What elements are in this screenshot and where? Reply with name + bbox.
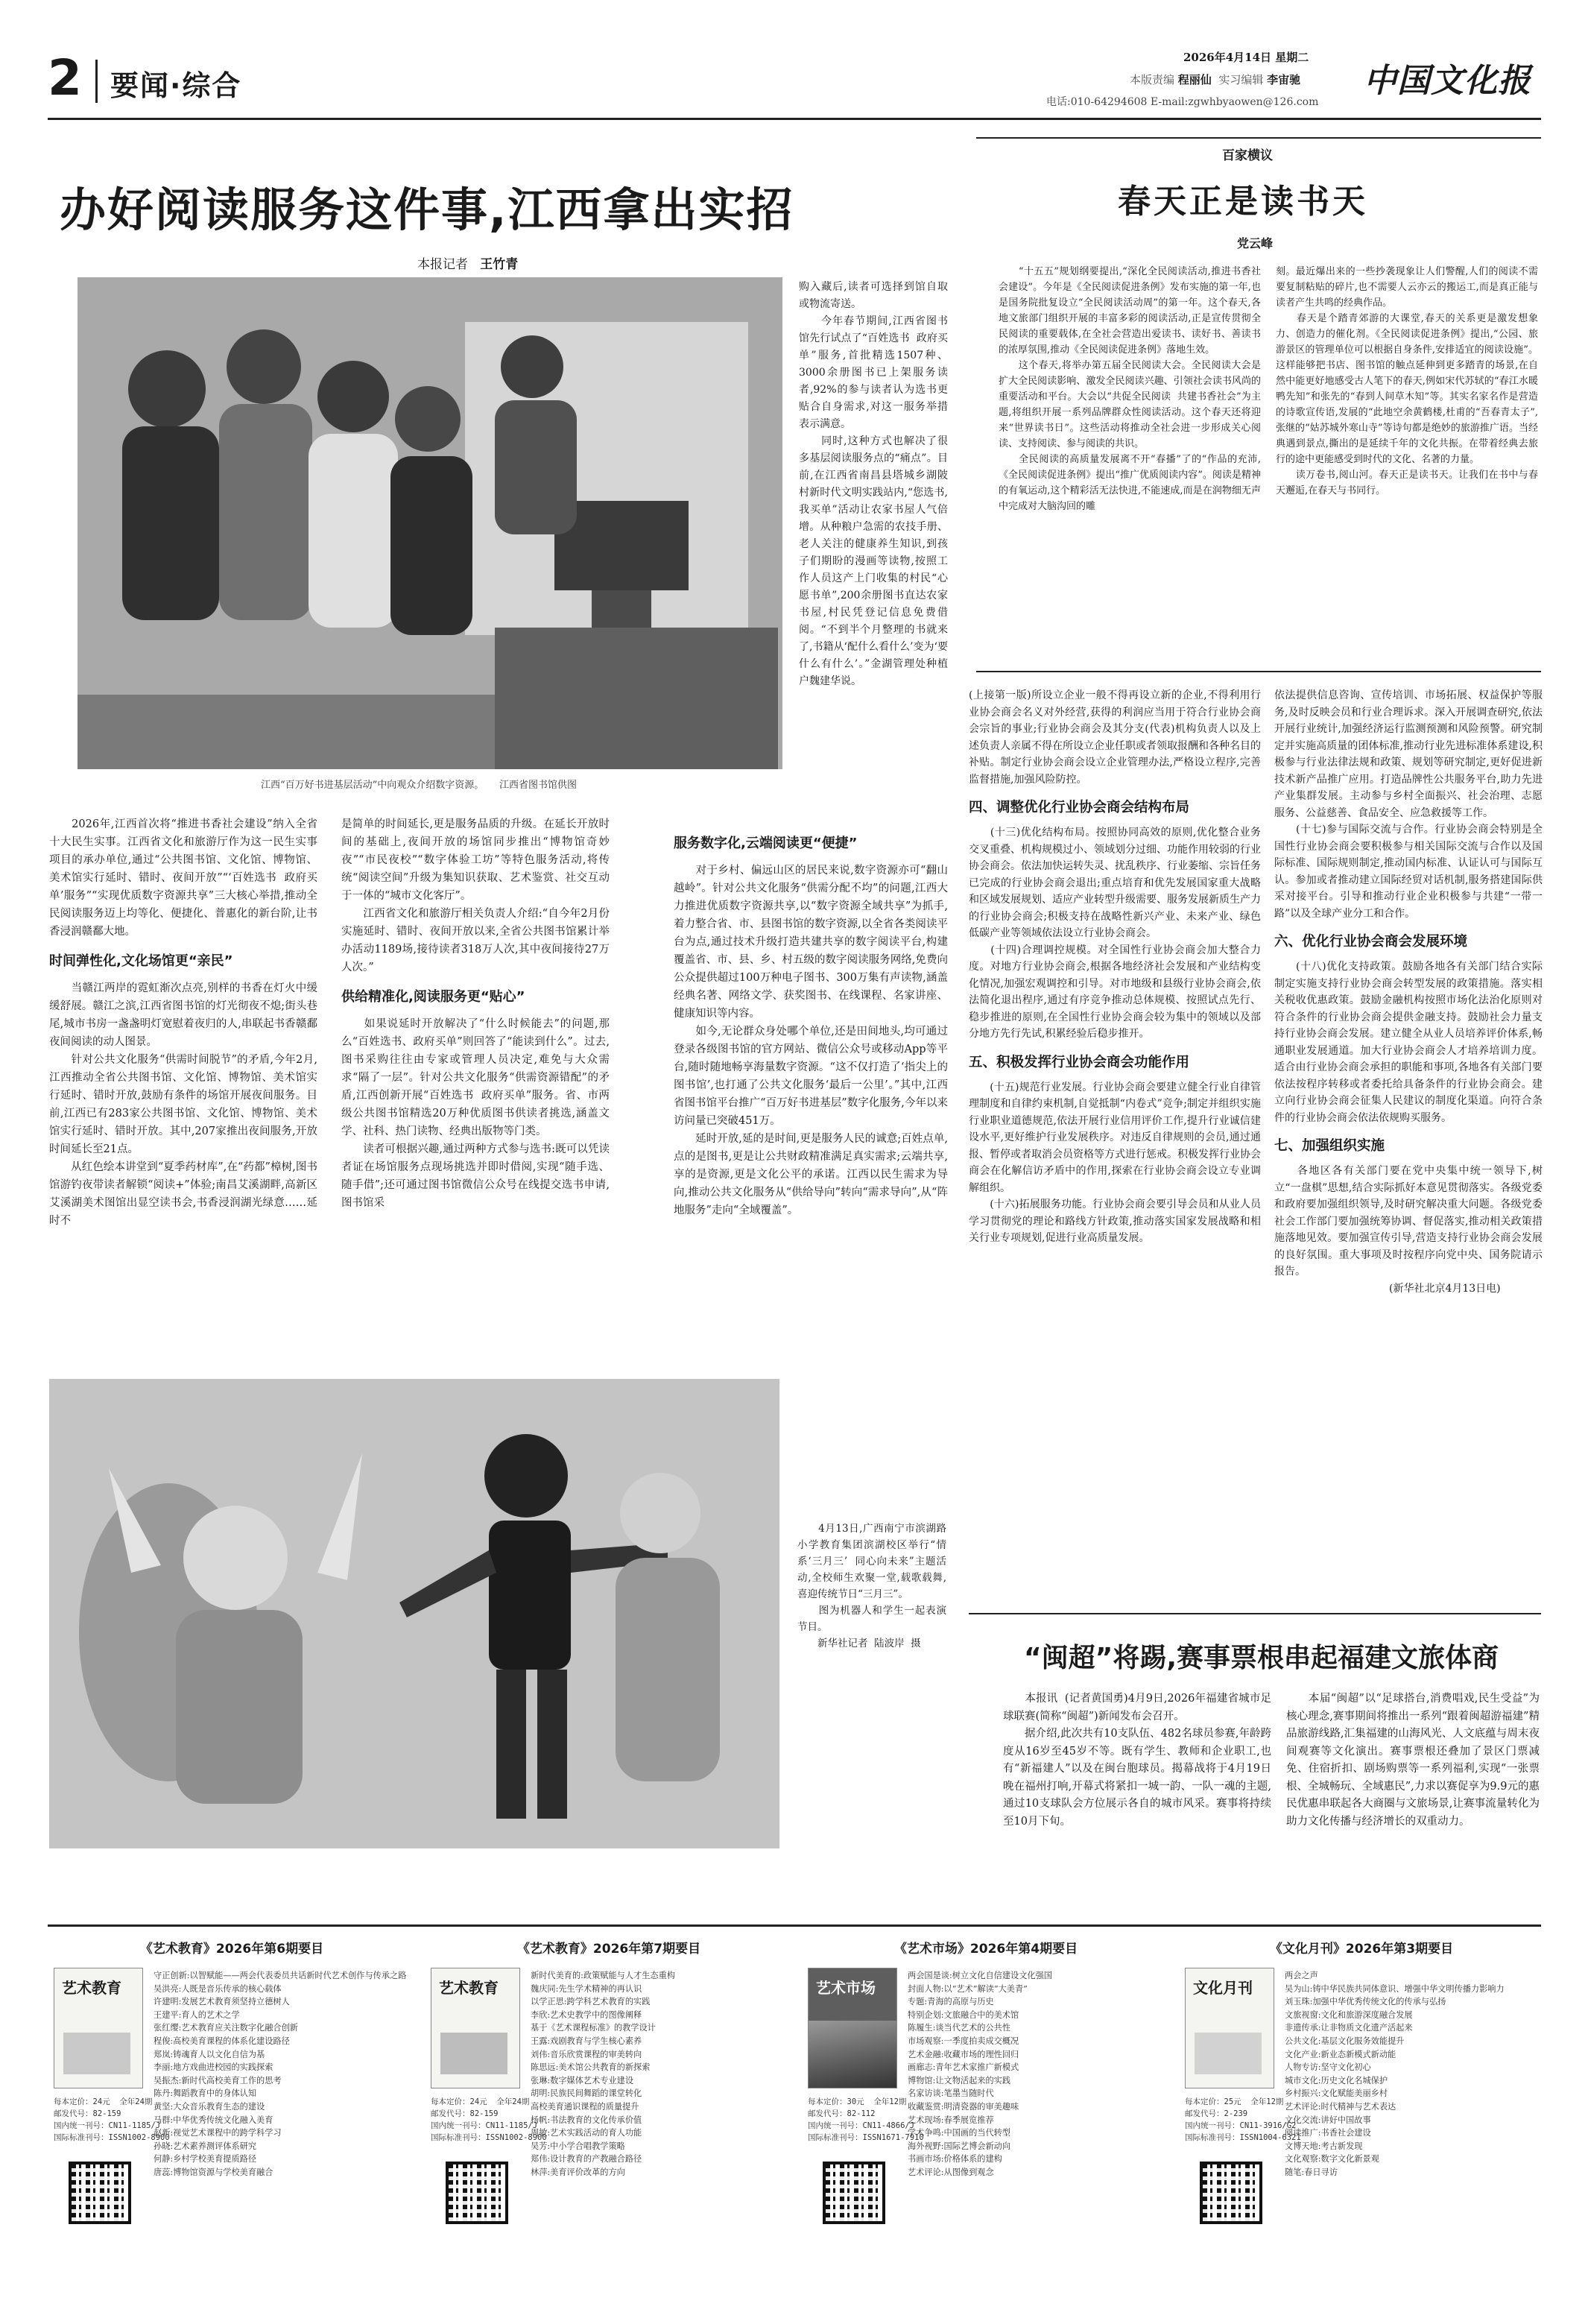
- toc-item: 学术争鸣:中国画的当代转型: [908, 2128, 1011, 2138]
- commentary-bottom-rule: [976, 671, 1541, 672]
- magazine-1-cover-title: 艺术教育: [62, 1979, 121, 1997]
- toc-item: 王建平:育人的艺术之学: [154, 2009, 240, 2020]
- toc-item: 阅读推广:书香社会建设: [1285, 2128, 1371, 2138]
- lead-photo-caption: 江西“百万好书进基层活动”中向观众介绍数字资源。 江西省图书馆供图: [261, 780, 577, 791]
- magazine-block-4: [1180, 1938, 1543, 2296]
- lead-intro: 2026年,江西首次将“推进书香社会建设”纳入全省十大民生实事。江西省文化和旅游厅作为这一民生实事项目的承办单位,通过“公共图书馆、文化馆、博物馆、美术馆实行延时、错时、夜间开放”“‘百姓选书 政府买单’服务”“实现优质数字资源共享”三大核心举措,推动全民阅读服务迈上均等化、便捷化、普惠化的新台阶,让书香浸润赣鄱大地。: [49, 818, 317, 938]
- sport-headline: “闽超”将踢,赛事票根串起福建文旅体商: [1024, 1643, 1499, 1673]
- magazine-1-toc: [154, 1969, 410, 2179]
- magazine-3-cover: [808, 1968, 897, 2088]
- sport-col-2: 本届“闽超”以“足球搭台,消费唱戏,民生受益”为核心理念,赛事期间将推出一系列“跟着闽超游福建”精品旅游线路,汇集福建的山海风光、人文底蕴与周末夜间观赛等文化演出。赛事票根还叠加了景区门票减免、住宿折扣、剧场购票等一系列福利,实现“一张票根、全城畅玩、全域惠民”,力求以赛促享为9.9元的惠民优惠串联起各大商圈与文旅场景,让赛事流量转化为助力文化传播与经济增长的双重动力。: [1286, 1693, 1540, 1828]
- toc-item: 艺术现场:春季展览推荐: [908, 2115, 994, 2125]
- toc-item: 市场观察:一季度拍卖成交概况: [908, 2036, 1019, 2046]
- toc-item: 文化交流:讲好中国故事: [1285, 2115, 1371, 2125]
- robot-photo-illustration: [49, 1379, 779, 1848]
- lead-subhead-2: 供给精准化,阅读服务更“贴心”: [341, 989, 525, 1005]
- magazine-4-spec: 每本定价：25元 全年12期 邮发代号：2-239 国内统一刊号：CN11-3916/G2 国际标准刊号：ISSN1004-6321: [1185, 2097, 1301, 2142]
- toc-item: 艺术评论:时代精神与艺术表达: [1285, 2101, 1396, 2112]
- lead-right-column: 购入藏后,读者可选择到馆自取或物流寄送。 今年春节期间,江西省图书馆先行试点了“百姓选书 政府买单”服务,首批精选1507种、3000余册图书已上架服务读者,92%的参与读者认为选书更贴合自身需求,对这一服务举措表示满意。 同时,这种方式也解决了很多基层阅读服务点的“痛点”。目前,在江西省南昌县塔城乡湖陂村新时代文明实践站内,“您选书,我买单”活动让农家书屋人气倍增。从种粮户急需的农技手册、老人关注的健康养生知识,到孩子们期盼的漫画等读物,按照工作人员这产上门收集的村民“心愿书单”,200余册图书直达农家书屋,村民凭登记信息免费借阅。“不到半个月整理的书就来了,书籍从‘配什么看什么’变为‘要什么有什么’。”金湖管理处种植户魏建华说。: [799, 281, 948, 687]
- toc-item: 陈丹:舞蹈教育中的身体认知: [154, 2088, 257, 2099]
- sport-top-rule: [969, 1613, 1541, 1614]
- commentary-author: 党云峰: [1237, 236, 1274, 250]
- industry-col2-b: (十八)优化支持政策。鼓励各地各有关部门结合实际制定实施支持行业协会商会转型发展的政策措施。落实相关税收优惠政策。鼓励金融机构按照市场化法治化原则对符合条件的行业协会商会提供金融支持。鼓励社会力量支持行业协会商会发展。建立健全从业人员培养评价体系,畅通职业发展通道。加大行业协会商会人才培养培训力度。适合由行业协会商会承担的职能和事项,各地各有关部门要依法按程序转移或者委托给具备条件的行业协会商会。建立向行业协会商会征集人民建议的制度化渠道。向符合条件的行业协会商会依法依规购买服务。: [1274, 961, 1543, 1124]
- toc-item: 张红缨:艺术教育应关注数字化融合创新: [154, 2023, 298, 2033]
- toc-item: 乡村振兴:文化赋能美丽乡村: [1285, 2088, 1388, 2099]
- toc-item: 收藏鉴赏:明清瓷器的审美趣味: [908, 2101, 1019, 2112]
- toc-item: 特别企划:文旅融合中的美术馆: [908, 2009, 1019, 2020]
- toc-item: 吴洪亮:人既是音乐传承的核心载体: [154, 1983, 282, 1994]
- toc-item: 人物专访:坚守文化初心: [1285, 2062, 1371, 2073]
- commentary-col-1: “十五五”规划纲要提出,“深化全民阅读活动,推进书香社会建设”。今年是《全民阅读促进条例》发布实施的第一年,也是国务院批复设立“全民阅读活动周”的第一年。这个春天,各地文旅部门组织开展的丰富多彩的阅读活动,正是宣传贯彻全民阅读的重要载体,在全社会营造出爱读书、读好书、善读书的浓厚氛围,推动《全民阅读促进条例》落地生效。 这个春天,将举办第五届全民阅读大会。全民阅读大会是扩大全民阅读影响、激发全民阅读兴趣、引领社会读书风尚的重要活动和平台。大会以“共促全民阅读 共建书香社会”为主题,将组织开展一系列品牌群众性阅读活动。这个春天还将迎来“世界读书日”。这些活动将推动全社会进一步形成关心阅读、支持阅读、参与阅读的共识。 全民阅读的高质量发展离不开“春播”了的“作品的充沛,《全民阅读促进条例》提出“推广优质阅读内容”。阅读是精神的有氧运动,这个精彩活无法快进,不能速成,而是在润物细无声中完成对大脑沟回的雕: [999, 266, 1261, 512]
- toc-item: 魏庆同:先生学术精神的再认识: [531, 1983, 642, 1994]
- toc-item: 两会之声: [1285, 1971, 1318, 1980]
- toc-item: 陈思远:美术馆公共教育的新探索: [531, 2062, 651, 2073]
- toc-item: 基于《艺术课程标准》的教学设计: [531, 2023, 656, 2033]
- intern-name: 李宙驰: [1267, 73, 1301, 86]
- toc-item: 随笔:春日寻访: [1285, 2167, 1338, 2177]
- magazine-2-qr-code[interactable]: [446, 2162, 508, 2224]
- toc-item: 城市文化:历史文化名城保护: [1285, 2075, 1388, 2085]
- commentary-tag: 百家横议: [1222, 148, 1273, 163]
- page-number-divider: [95, 60, 98, 103]
- magazine-block-3: [803, 1938, 1168, 2296]
- toc-item: 李丽:地方戏曲进校园的实践探索: [154, 2062, 273, 2073]
- industry-section-4: 四、调整优化行业协会商会结构布局: [969, 800, 1190, 815]
- toc-item: 文化产业:新业态新模式新动能: [1285, 2049, 1396, 2059]
- toc-item: 文博天地:考古新发现: [1285, 2141, 1363, 2151]
- toc-item: 王露:戏剧教育与学生核心素养: [531, 2036, 642, 2046]
- toc-top-rule: [48, 1924, 1541, 1927]
- magazine-3-spec: 每本定价：30元 全年12期 邮发代号：82-112 国内统一刊号：CN11-4866/J 国际标准刊号：ISSN1671-7910: [808, 2097, 924, 2142]
- lead-subhead-1: 时间弹性化,文化场馆更“亲民”: [49, 953, 233, 969]
- magazine-2-toc: [531, 1969, 787, 2179]
- lead-photo: [77, 277, 782, 769]
- magazine-3-title: 《艺术市场》2026年第4期要目: [893, 1942, 1078, 1957]
- toc-item: 吴振杰:新时代高校美育工作的思考: [154, 2075, 282, 2085]
- intern-label: 实习编辑: [1218, 73, 1264, 86]
- robot-photo-caption: 4月13日,广西南宁市滨湖路小学教育集团滨湖校区举行“情系‘三月三’ 同心向未来”主题活动,全校师生欢聚一堂,载歌载舞,喜迎传统节日“三月三”。 图为机器人和学生一起表演节目。 新华社记者 陆波岸 摄: [797, 1523, 946, 1649]
- magazine-4-cover-title: 文化月刊: [1193, 1979, 1253, 1997]
- lead-col-2: [341, 815, 610, 1212]
- robot-photo: [49, 1379, 779, 1848]
- toc-item: 文化观察:数字文化新景观: [1285, 2154, 1379, 2164]
- toc-item: 郑伟:设计教育的产教融合路径: [531, 2154, 642, 2164]
- toc-item: 李欣:艺术史教学中的图像阐释: [531, 2009, 642, 2020]
- magazine-block-1: [49, 1938, 414, 2296]
- page-number: 2: [48, 49, 82, 107]
- magazine-3-toc: [908, 1969, 1164, 2179]
- toc-item: 郑岚:铸魂育人以文化自信为基: [154, 2049, 265, 2059]
- lead-col1-body: 当赣江两岸的霓虹渐次点亮,别样的书香在灯火中缓缓舒展。赣江之滨,江西省图书馆的灯光彻夜不熄;街头巷尾,城市书房一盏盏明灯宽慰着夜归的人,串联起书香赣鄱夜间阅读的动人图景。 针对公共文化服务“供需时间脱节”的矛盾,今年2月,江西推动全省公共图书馆、文化馆、博物馆、美术馆实行延时、错时开放,鼓励有条件的场馆开展夜间服务。目前,江西已有283家公共图书馆、文化馆、博物馆、美术馆实行延时、错时开放。其中,207家推出夜间服务,开放时间延长至21点。 从红色绘本讲堂到“夏季药材库”,在“药都”樟树,图书馆游钓夜带读者解锁“阅读+”体验;南昌艾溪湖畔,高新区艾溪湖美术图馆出显空读书会,书香浸润湖光绿意……延时不: [49, 982, 317, 1227]
- industry-col1-b: (十三)优化结构布局。按照协同高效的原则,优化整合业务交叉重叠、机构规模过小、领域划分过细、功能作用较弱的行业协会商会。依法加快运转失灵、扰乱秩序、行业萎缩、宗旨任务已完成的行业协会商会退出;重点培育和优先发展国家重大战略和区域发展规划、适应产业转型升级需要、服务发展新质生产力的行业协会商会;积极支持在战略性新兴产业、未来产业、绿色低碳产业等领域依法设立行业协会商会。 (十四)合理调控规模。对全国性行业协会商会加大整合力度。对地方行业协会商会,根据各地经济社会发展和产业结构变化情况,加强宏观调控和引导。对市地级和县级行业协会商会,依法简化退出程序,通过有序竞争推动总体规模、按照试点先行、稳步推进的原则,在全国性行业协会商会较为集中的领域以及部分地方先行先试,积累经验后稳步推开。: [969, 827, 1261, 1040]
- lead-byline: [417, 253, 518, 272]
- toc-item: 孙晓:艺术素养测评体系研究: [154, 2141, 257, 2151]
- industry-section-6: 六、优化行业协会商会发展环境: [1274, 934, 1468, 950]
- toc-item: 赵新:视觉艺术课程中的跨学科学习: [154, 2128, 282, 2138]
- magazine-1-title: 《艺术教育》2026年第6期要目: [139, 1942, 324, 1957]
- masthead-rule: [48, 118, 1541, 120]
- magazine-1-spec: 每本定价：24元 全年24期 邮发代号：82-159 国内统一刊号：CN11-1185/J 国际标准刊号：ISSN1002-8900: [54, 2097, 170, 2142]
- toc-item: 刘玉珠:加强中华优秀传统文化的传承与弘扬: [1285, 1997, 1446, 2007]
- lead-col2-body: 是简单的时间延长,更是服务品质的升级。在延长开放时间的基础上,夜间开放的场馆同步推出“博物馆奇妙夜”“市民夜校”“数字体验工坊”等特色服务活动,将传统“阅读空间”升级为集知识获取、艺术鉴赏、社交互动于一体的“城市文化客厅”。 江西省文化和旅游厅相关负责人介绍:“自今年2月份实施延时、错时、夜间开放以来,全省公共图书馆累计举办活动1189场,接待读者318万人次,其中夜间接待27万人次。”: [341, 818, 610, 973]
- toc-item: 守正创新:以智赋能——两会代表委员共话新时代艺术创作与传承之路: [154, 1971, 407, 1980]
- toc-item: 艺术金融:收藏市场的理性回归: [908, 2049, 1019, 2059]
- toc-item: 吴为山:铸中华民族共同体意识、增强中华文明传播力影响力: [1285, 1983, 1505, 1994]
- editor-line: [1130, 72, 1300, 87]
- byline-name: 王竹青: [480, 257, 519, 272]
- toc-item: 吴芳:中小学合唱教学策略: [531, 2141, 625, 2151]
- industry-col-1: [969, 687, 1261, 1247]
- byline-label: 本报记者: [417, 257, 468, 272]
- lead-col-3: [674, 833, 948, 1219]
- toc-item: 杨帆:书法教育的文化传承价值: [531, 2115, 642, 2125]
- toc-item: 以学正思:跨学科艺术教育的实践: [531, 1997, 651, 2007]
- commentary-col-2: 刻。最近爆出来的一些抄袭现象让人们警醒,人们的阅读不需要复制粘贴的碎片,也不需要人云亦云的搬运工,而是真正能与读者产生共鸣的经典作品。 春天是个踏青郊游的大课堂,春天的关系更是激发想象力、创造力的催化剂。《全民阅读促进条例》提出,“公园、旅游景区的管理单位可以根据自身条件,安排适宜的阅读设施”。这样能够把书店、图书馆的触点延伸到更多踏青的场景,在自然中能更好地感受古人笔下的春天,例如宋代苏轼的“春江水暖鸭先知”和张先的“春到人间草木知”等。其实名家名作是营造的诗歌宣传语,发展的“此地空余黄鹤楼,杜甫的“吾春青太子”,张继的“姑苏城外寒山寺”等诗句都是绝妙的旅游推广语。当经典遇到景点,撕出的是延续千年的文化共振。在带着经典去旅行的途中更能感受到时代的文化、名著的力量。 读万卷书,阅山河。春天正是读书天。让我们在书中与春天邂逅,在春天与书同行。: [1276, 266, 1538, 496]
- industry-section-7: 七、加强组织实施: [1274, 1138, 1385, 1154]
- toc-item: 周敏:艺术实践活动的育人功能: [531, 2128, 642, 2138]
- toc-item: 胡明:民族民间舞蹈的课堂转化: [531, 2088, 642, 2099]
- toc-item: 许建明:发展艺术教育须坚持立德树人: [154, 1997, 290, 2007]
- toc-item: 唐蕊:博物馆资源与学校美育融合: [154, 2167, 273, 2177]
- lead-headline: 办好阅读服务这件事,江西拿出实招: [60, 183, 794, 237]
- magazine-1-qr-code[interactable]: [69, 2162, 131, 2224]
- date-line: 2026年4月14日 星期二: [1183, 51, 1309, 64]
- toc-item: 封面人物:以“艺术”解读“大美青”: [908, 1983, 1028, 1994]
- toc-item: 名家访谈:笔墨当随时代: [908, 2088, 994, 2099]
- magazine-2-cover: [431, 1968, 520, 2088]
- industry-col2-a: 依法提供信息咨询、宣传培训、市场拓展、权益保护等服务,及时反映会员和行业合理诉求。深入开展调查研究,依法开展行业统计,加强经济运行监测预测和风险预警。研究制定并实施高质量的团体标准,推动行业先进标准体系建设,积极参与行业法律法规和政策、规划等研究制定,更好促进新技术新产品推广应用。打造品牌性公共服务平台,助力先进产业集群发展。主动参与乡村全面振兴、社会治理、志愿服务、公益慈善、食品安全、应急救援等工作。 (十七)参与国际交流与合作。行业协会商会特别是全国性行业协会商会要积极参与相关国际交流与合作以及国际标准、国际规则制定,推动国内标准、认证认可与国际互认。参加或者推动建立国际经贸对话机制,服务搭建国际供采对接平台。引导和推动行业企业积极参与共建“一带一路”以及全球产业分工和合作。: [1274, 689, 1543, 920]
- magazine-4-qr-code[interactable]: [1200, 2162, 1262, 2224]
- lead-subhead-3: 服务数字化,云端阅读更“便捷”: [674, 836, 858, 851]
- commentary-top-rule: [976, 137, 1541, 139]
- toc-item: 马群:中华优秀传统文化融入美育: [154, 2115, 273, 2125]
- sport-col-1: 本报讯 (记者黄国勇)4月9日,2026年福建省城市足球联赛(简称“闽超”)新闻发布会召开。 据介绍,此次共有10支队伍、482名球员参赛,年龄跨度从16岁至45岁不等。既有学生、教师和企业职工,也有“新福建人”以及在闽台胞球员。揭幕战将于4月19日晚在福州打响,开幕式将紧扣一城一韵、一队一魂的主题,通过10支球队会方位展示各自的城市风采。赛事将持续至10月下旬。: [1003, 1693, 1271, 1828]
- industry-col1-c: (十五)规范行业发展。行业协会商会要建立健全行业自律管理制度和自律约束机制,自觉抵制“内卷式”竞争;制定并组织实施行业职业道德规范,依法开展行业信用评价工作,提升行业诚信建设水平,更好维护行业发展秩序。对违反自律规则的会员,通过通报、暂停或者取消会员资格等方式进行惩戒。积极发挥行业协会商会在化解信访矛盾中的作用,探索在行业协会商会设立专业调解组织。 (十六)拓展服务功能。行业协会商会要引导会员和从业人员学习贯彻党的理论和路线方针政策,推动落实国家发展战略和相关行业专项规划,促进行业高质量发展。: [969, 1081, 1261, 1244]
- toc-item: 新时代美育的:政策赋能与人才生态重构: [531, 1971, 675, 1980]
- toc-item: 两会国是谈:树立文化自信建设文化强国: [908, 1971, 1052, 1980]
- contact-line: 电话:010-64294608 E-mail:zgwhbyaowen@126.com: [1046, 96, 1319, 108]
- section-title: 要闻·综合: [110, 69, 242, 102]
- magazine-4-cover: [1185, 1968, 1274, 2088]
- toc-item: 文旅视窗:文化和旅游深度融合发展: [1285, 2009, 1413, 2020]
- lead-col-1: [49, 815, 317, 1230]
- magazine-4-toc: [1285, 1969, 1538, 2179]
- lead-photo-illustration: [77, 277, 782, 769]
- toc-item: 林萍:美育评价改革的方向: [531, 2167, 625, 2177]
- toc-item: 陈履生:谈当代艺术的公共性: [908, 2023, 1011, 2033]
- toc-item: 艺术评论:从图像到观念: [908, 2167, 994, 2177]
- magazine-block-2: [426, 1938, 791, 2296]
- magazine-3-cover-title: 艺术市场: [816, 1979, 876, 1997]
- magazine-2-cover-title: 艺术教育: [439, 1979, 499, 1997]
- editor-label: 本版责编: [1130, 73, 1175, 86]
- toc-item: 专题:青海的高原与历史: [908, 1997, 994, 2007]
- industry-col-2: [1274, 687, 1543, 1297]
- magazine-3-qr-code[interactable]: [823, 2162, 885, 2224]
- commentary-title: 春天正是读书天: [1118, 183, 1368, 221]
- toc-item: 博物馆:让文物活起来的实践: [908, 2075, 1011, 2085]
- magazine-2-spec: 每本定价：24元 全年24期 邮发代号：82-159 国内统一刊号：CN11-1185/J 国际标准刊号：ISSN1002-8900: [431, 2097, 547, 2142]
- industry-col2-c: 各地区各有关部门要在党中央集中统一领导下,树立“一盘棋”思想,结合实际抓好本意见贯彻落实。各级党委和政府要加强组织领导,及时研究解决重大问题。各级党委社会工作部门要加强统筹协调、督促落实,推动相关政策措施落地见效。要加强宣传引导,营造支持行业协会商会发展的良好氛围。重大事项及时按程序向党中央、国务院请示报告。 (新华社北京4月13日电): [1274, 1165, 1543, 1295]
- magazine-1-cover: [54, 1968, 143, 2088]
- toc-item: 何静:乡村学校美育提质路径: [154, 2154, 257, 2164]
- magazine-4-title: 《文化月刊》2026年第3期要目: [1269, 1942, 1454, 1957]
- toc-item: 刘伟:音乐欣赏课程的审美转向: [531, 2049, 642, 2059]
- toc-item: 海外视野:国际艺博会新动向: [908, 2141, 1011, 2151]
- industry-section-5: 五、积极发挥行业协会商会功能作用: [969, 1054, 1190, 1070]
- toc-item: 程俊:高校美育课程的体系化建设路径: [154, 2036, 290, 2046]
- toc-item: 公共文化:基层文化服务效能提升: [1285, 2036, 1405, 2046]
- lead-col3-body: 对于乡村、偏远山区的居民来说,数字资源亦可“翻山越岭”。针对公共文化服务“供需分配不均”的问题,江西大力推进优质数字资源共享,以“数字资源全域共享”为抓手,着力整合省、市、县图书馆的数字资源,以全省各类阅读平台为点,通过技术升级打造共建共享的数字阅读平台,构建覆盖省、市、县、乡、村五级的数字阅读服务网络,免费向公众提供超过100万种电子图书、300万集有声读物,涵盖经典名著、网络文学、获奖图书、在线课程、名家讲座、健康知识等内容。 如今,无论群众身处哪个单位,还是田间地头,均可通过登录各级图书馆的官方网站、微信公众号或移动App等平台,随时随地畅享海量数字资源。“这不仅打造了‘指尖上的图书馆’,也打通了公共文化服务‘最后一公里’。”其中,江西省图书馆平台推广“百万好书进基层”数字化服务,今年以来访问量已突破451万。 延时开放,延的是时间,更是服务人民的诚意;百姓点单,点的是图书,更是让公共财政精准满足真实需求;云端共享,享的是资源,更是文化公平的承诺。江西以民生需求为导向,推动公共文化服务从“供给导向”转向“需求导向”,从“阵地服务”走向“全域覆盖”。: [674, 865, 948, 1216]
- editor-name: 程丽仙: [1177, 73, 1212, 86]
- toc-item: 高校美育通识课程的质量提升: [531, 2101, 639, 2112]
- newspaper-logo: 中国文化报: [1364, 62, 1531, 100]
- toc-item: 书画市场:价格体系的建构: [908, 2154, 1002, 2164]
- toc-item: 非遗传承:让非物质文化遗产活起来: [1285, 2023, 1413, 2033]
- toc-item: 画廊志:青年艺术家推广新模式: [908, 2062, 1019, 2073]
- lead-col2-body-b: 如果说延时开放解决了“什么时候能去”的问题,那么“百姓选书、政府买单”则回答了“能读到什么”。过去,图书采购往往由专家或管理人员决定,难免与大众需求“隔了一层”。针对公共文化服务“供需资源错配”的矛盾,江西创新开展“百姓选书 政府买单”服务。省、市两级公共图书馆精选20万种优质图书供读者挑选,涵盖文学、社科、热门读物、经典出版物等门类。 读者可根据兴趣,通过两种方式参与选书:既可以凭读者证在场馆服务点现场挑选并即时借阅,实现“随手选、随手借”;还可通过图书馆微信公众号在线提交选书申请,图书馆采: [341, 1018, 610, 1209]
- industry-col1-a: (上接第一版)所设立企业一般不得再设立新的企业,不得利用行业协会商会名义对外经营,获得的利润应当用于符合行业协会商会宗旨的事业;行业协会商会及其分支(代表)机构负责人以及上述负责人亲属不得在所设立企业任职或者领取报酬和各种名目的补贴。制定行业协会商会设立企业管理办法,严格设立程序,完善监督措施,加强风险防控。: [969, 689, 1261, 786]
- toc-item: 黄坚:大众音乐教育生态的建设: [154, 2101, 265, 2112]
- magazine-2-title: 《艺术教育》2026年第7期要目: [516, 1942, 701, 1957]
- toc-item: 张琳:数字媒体艺术专业建设: [531, 2075, 634, 2085]
